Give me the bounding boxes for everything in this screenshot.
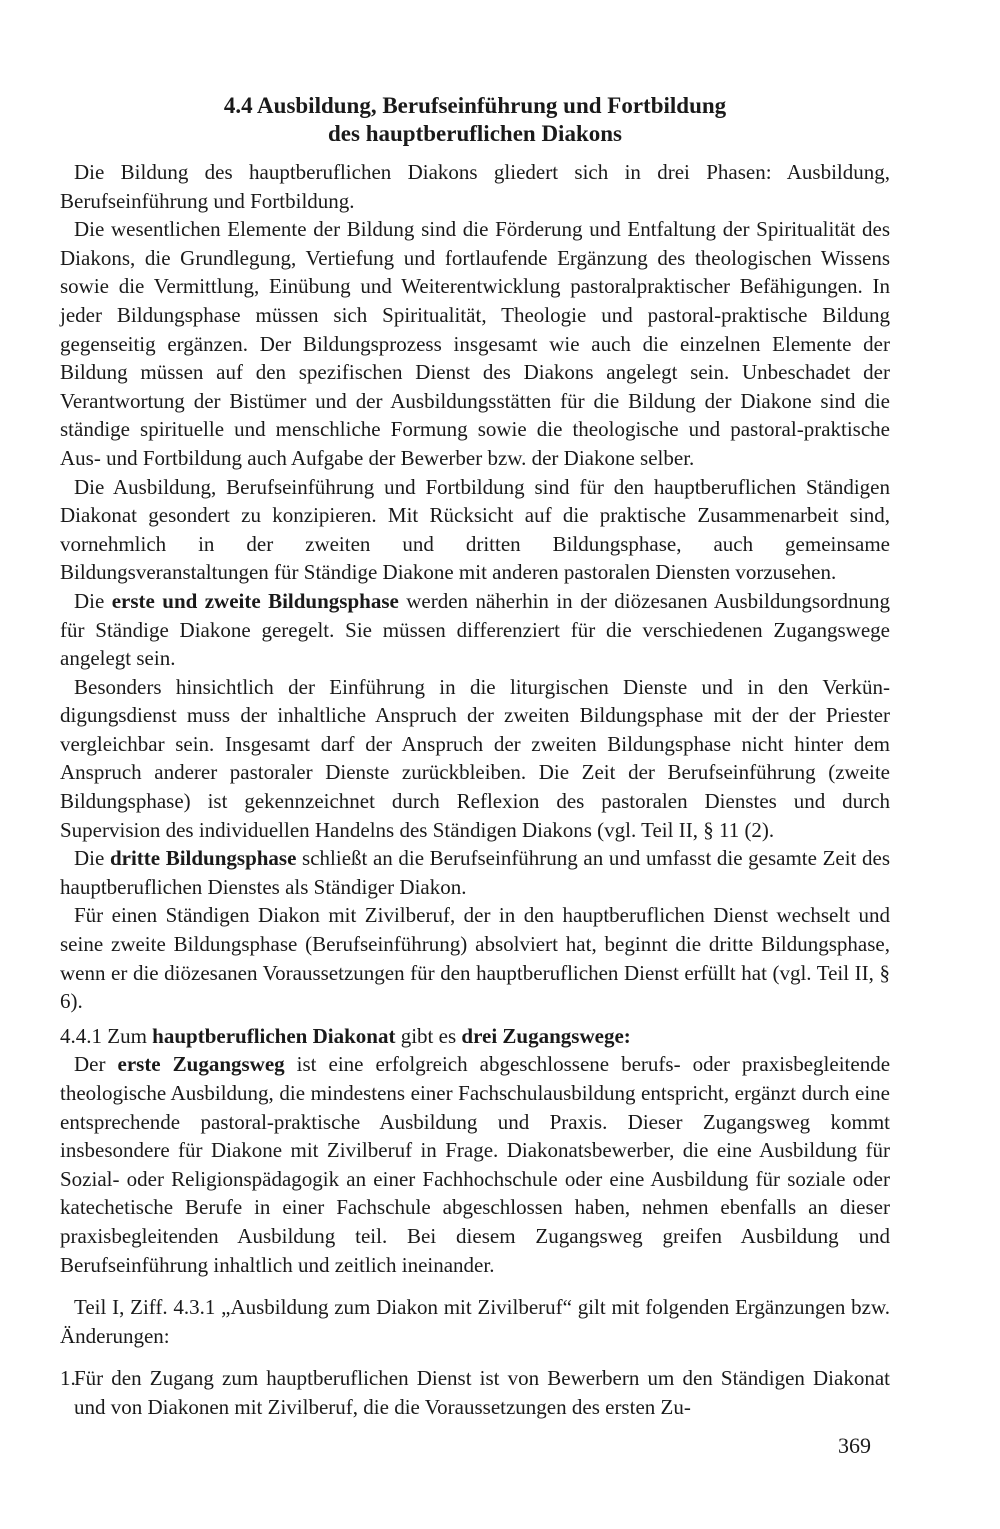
subsection-bold-1: hauptberuflichen Diakonat: [152, 1023, 396, 1048]
subsection-bold-2: drei Zugangswege:: [461, 1023, 631, 1048]
zugang-bold-term: erste Zugangsweg: [117, 1052, 285, 1077]
p4-bold-term: erste und zweite Bildungsphase: [111, 588, 399, 613]
zugang-pre: Der: [74, 1052, 118, 1077]
p6-text-pre: Die: [74, 846, 110, 871]
section-heading: [60, 92, 890, 148]
paragraph-concept: Die Ausbildung, Berufseinführung und Fortbildung sind für den hauptberuflichen Ständigen Diakonat gesondert zu konzipieren. Mit Rücksicht auf die praktische Zusammenarbeit sind, vornehmlich in der zweiten und dritten Bildungsphase, auch gemeinsame Bildungsveranstaltungen für Ständige Diakone mit anderen pastoralen Diensten vorzusehen.: [60, 474, 890, 585]
paragraph-first-second-phase: [60, 587, 890, 673]
paragraph-phases: Die Bildung des hauptberuflichen Diakons gliedert sich in drei Phasen: Ausbildung, Berufseinführung und Fortbildung.: [60, 160, 890, 213]
zugang-post: ist eine erfolgreich abgeschlossene berufs- oder praxisbegleitende theologische Ausbildung, die mindestens einer Fachschulausbildung entspricht, ergänzt durch eine entsprechende pastoral-praktische Ausbildung und Praxis. Dieser Zugangsweg kommt insbesondere für Diakone mit Zivilberuf in Frage. Diakonatsbewerber, die eine Ausbildung für Sozial- oder Religionspädagogik an einer Fachhochschule oder eine Ausbildung für soziale oder katechetische Berufe in einer Fachschule abgeschlossen haben, nehmen ebenfalls an dieser praxisbegleitenden Ausbildung teil. Bei diesem Zugangsweg greifen Ausbildung und Berufseinführung inhaltlich und zeitlich ineinander.: [60, 1052, 891, 1277]
page-number: 369: [838, 1433, 871, 1458]
subsection-mid: gibt es: [395, 1023, 462, 1048]
subsection-pre: 4.4.1 Zum: [60, 1023, 153, 1048]
paragraph-teil-reference: Teil I, Ziff. 4.3.1 „Ausbildung zum Diakon mit Zivilberuf“ gilt mit folgenden Ergänzungen bzw. Änderungen:: [60, 1295, 890, 1348]
paragraph-first-access-path: [60, 1050, 890, 1279]
p6-bold-term: dritte Bildungsphase: [109, 846, 297, 871]
list-item: [60, 1364, 890, 1421]
page-body: [60, 92, 890, 1422]
subsection-title: [60, 1022, 890, 1051]
list-item-text: Für den Zugang zum hauptberuflichen Dienst ist von Bewerbern um den Ständigen Diakonat und von Diakonen mit Zivilberuf, die die Voraussetzungen des ersten Zu-: [74, 1366, 890, 1419]
paragraph-liturgy: Besonders hinsichtlich der Einführung in die liturgischen Dienste und in den Verkündigungsdienst muss der inhaltliche Anspruch der zweiten Bildungsphase mit der der Priester vergleichbar sein. Insgesamt darf der Anspruch der zweiten Bildungsphase nicht hinter dem Anspruch anderer pastoraler Dienste zurückbleiben. Die Zeit der Berufseinführung (zweite Bildungsphase) ist gekennzeichnet durch Reflexion des pastoralen Dienstes und durch Supervision des individuellen Handelns des Ständigen Diakons (vgl. Teil II, § 11 (2).: [60, 674, 890, 842]
heading-line-2: des hauptberuflichen Diakons: [328, 121, 622, 146]
paragraph-civil-profession: Für einen Ständigen Diakon mit Zivilberuf, der in den hauptberuflichen Dienst wechselt und seine zweite Bildungsphase (Berufseinführung) absolviert hat, beginnt die dritte Bildungsphase, wenn er die diözesanen Voraussetzungen für den hauptberuflichen Dienst erfüllt hat (vgl. Teil II, § 6).: [60, 903, 890, 1014]
p4-text-pre: Die: [74, 588, 112, 613]
paragraph-third-phase: [60, 844, 890, 901]
heading-line-1: 4.4 Ausbildung, Berufseinführung und Fortbildung: [223, 93, 727, 118]
paragraph-elements: Die wesentlichen Elemente der Bildung sind die Förderung und Entfaltung der Spiritualität des Diakons, die Grundlegung, Vertiefung und fortlaufende Ergänzung des theologischen Wissens sowie die Vermittlung, Einübung und Weiterentwicklung pastoralpraktischer Befähigungen. In jeder Bildungsphase müssen sich Spiritualität, Theologie und pastoral-praktische Bildung gegenseitig ergänzen. Der Bildungsprozess insgesamt wie auch die einzelnen Elemente der Bildung müssen auf den spezifischen Dienst des Diakons angelegt sein. Unbeschadet der Verantwortung der Bistümer und der Ausbildungsstätten für die Bildung der Diakone sind die ständige spirituelle und menschliche Formung sowie die theologische und pastoral-praktische Aus- und Fortbildung auch Aufgabe der Bewerber bzw. der Diakone selber.: [60, 217, 890, 470]
p6-text-post: schließt an die Berufseinführung an und umfasst die gesamte Zeit des hauptberuflichen Dienstes als Ständiger Diakon.: [60, 846, 890, 899]
list-item-number: 1.: [60, 1366, 76, 1391]
p4-text-post: werden näherhin in der diözesanen Ausbildungsordnung für Ständige Diakone geregelt. Sie müssen differenziert für die verschiedenen Zugangswege angelegt sein.: [60, 588, 890, 671]
